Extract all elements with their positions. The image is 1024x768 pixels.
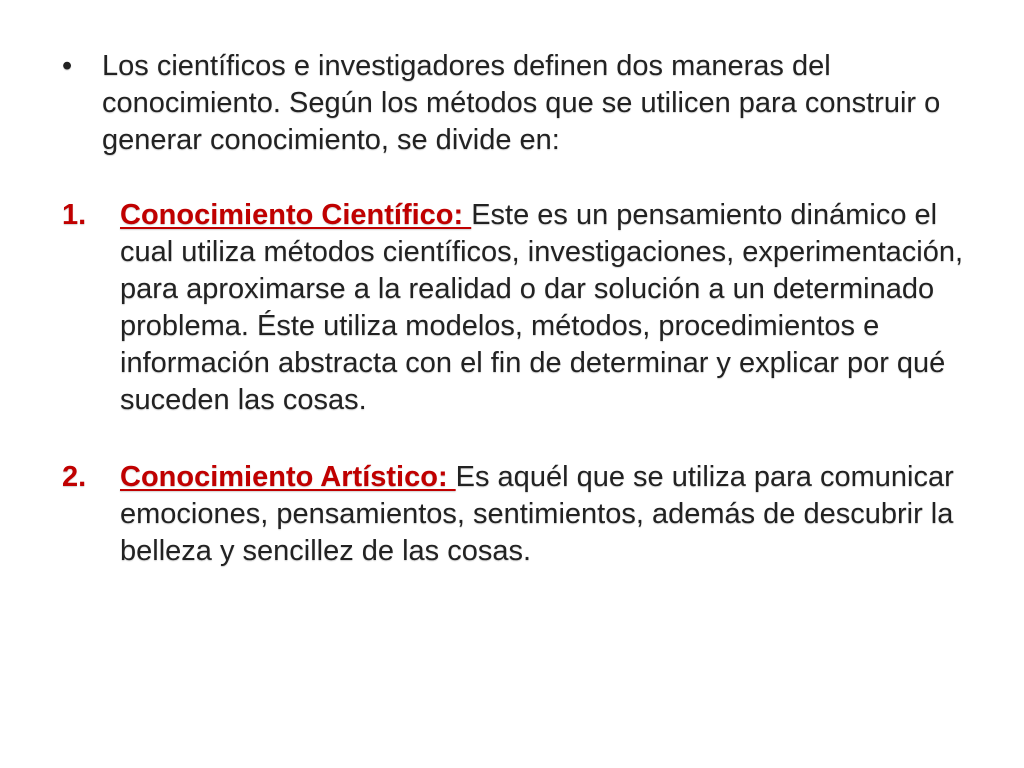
list-number: 2.	[62, 461, 87, 493]
list-item-artistic	[58, 459, 972, 570]
term-scientific: Conocimiento Científico:	[120, 199, 472, 231]
intro-paragraph	[58, 48, 972, 159]
intro-text: Los científicos e investigadores definen dos maneras del conocimiento. Según los métodos que se utilicen para construir o generar conocimiento, se divide en:	[102, 50, 941, 156]
definition-artistic: Es aquél que se utiliza para comunicar emociones, pensamientos, sentimientos, además de descubrir la belleza y sencillez de las cosas.	[120, 461, 954, 567]
definition-scientific: Este es un pensamiento dinámico el cual utiliza métodos científicos, investigaciones, experimentación, para aproximarse a la realidad o dar solución a un determinado problema. Éste utiliza modelos, métodos, procedimientos e información abstracta con el fin de determinar y explicar por qué suceden las cosas.	[120, 199, 964, 416]
list-item-scientific	[58, 197, 972, 419]
list-number: 1.	[62, 199, 87, 231]
bullet-marker: •	[62, 50, 73, 82]
term-artistic: Conocimiento Artístico:	[120, 461, 456, 493]
